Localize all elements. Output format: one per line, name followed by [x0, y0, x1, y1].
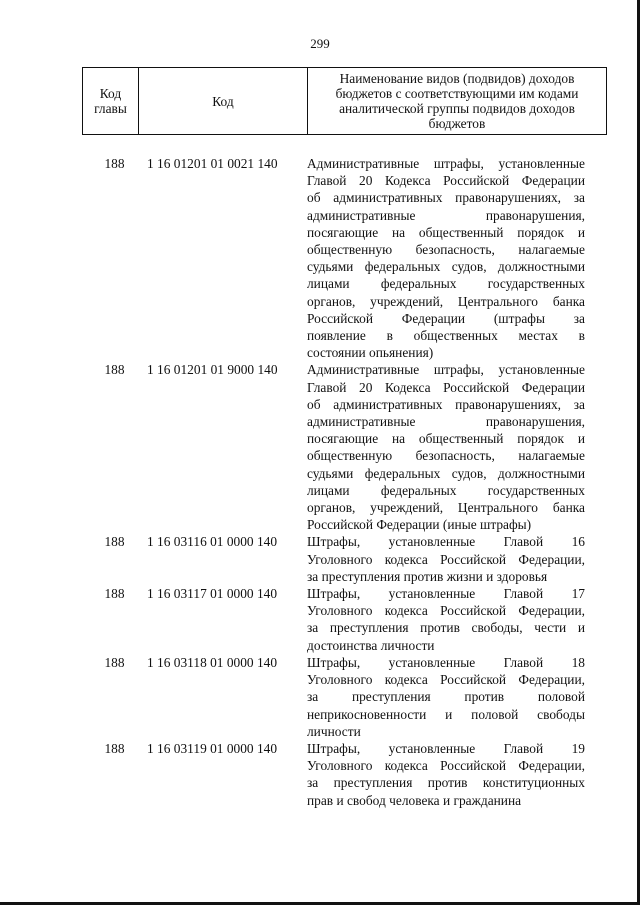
cell-text-line: Российской Федерации (штрафы за	[307, 310, 585, 326]
cell-text-line: Штрафы, установленные Главой 16	[307, 534, 585, 550]
cell-text-line: органов, учреждений, Центрального банка	[307, 293, 585, 309]
table-row	[82, 533, 602, 585]
table-row	[82, 654, 602, 740]
cell-kod: 1 16 03116 01 0000 140	[147, 534, 278, 550]
cell-text-line: Административные штрафы, установленные	[307, 156, 585, 171]
cell-text-line: административные правонарушения,	[307, 207, 585, 223]
cell-kod-glavy: 188	[104, 740, 125, 756]
cell-text-line: прав и свобод человека и гражданина	[307, 792, 522, 808]
header-kod-glavy	[83, 68, 139, 135]
cell-kod: 1 16 03117 01 0000 140	[147, 586, 278, 602]
cell-text-line: общественную безопасность, налагаемые	[307, 448, 585, 464]
cell-kod-glavy: 188	[104, 362, 125, 378]
table-row	[82, 585, 602, 654]
cell-text-line: Штрафы, установленные Главой 18	[307, 654, 585, 670]
cell-text-line: об административных правонарушениях, за	[307, 396, 585, 412]
cell-text-line: Уголовного кодекса Российской Федерации,	[307, 551, 585, 567]
cell-kod: 1 16 03118 01 0000 140	[147, 654, 278, 670]
cell-text-line: достоинства личности	[307, 637, 435, 653]
cell-kod-glavy: 188	[104, 534, 125, 550]
cell-text-line: Главой 20 Кодекса Российской Федерации	[307, 173, 585, 189]
cell-naimenovanie	[307, 740, 585, 809]
cell-naimenovanie	[307, 361, 585, 533]
cell-text-line: Административные штрафы, установленные	[307, 362, 585, 378]
cell-text-line: лицами федеральных государственных	[307, 482, 585, 498]
page-number: 299	[310, 36, 330, 51]
cell-text-line: Российской Федерации (иные штрафы)	[307, 517, 532, 533]
cell-text-line: посягающие на общественный порядок и	[307, 431, 585, 447]
cell-kod: 1 16 03119 01 0000 140	[147, 740, 278, 756]
cell-naimenovanie	[307, 533, 585, 585]
cell-text-line: судьями федеральных судов, должностными	[307, 259, 585, 275]
table-row	[82, 740, 602, 809]
header-kod-glavy-line2: главы	[94, 101, 127, 116]
cell-text-line: лицами федеральных государственных	[307, 276, 585, 292]
cell-text-line: Уголовного кодекса Российской Федерации,	[307, 758, 585, 774]
cell-text-line: личности	[307, 723, 361, 739]
cell-text-line: Главой 20 Кодекса Российской Федерации	[307, 379, 585, 395]
header-kod-glavy-line1: Код	[99, 86, 122, 101]
cell-text-line: за преступления против конституционных	[307, 775, 585, 791]
cell-text-line: об административных правонарушениях, за	[307, 190, 585, 206]
cell-text-line: Уголовного кодекса Российской Федерации,	[307, 603, 585, 619]
cell-text-line: Уголовного кодекса Российской Федерации,	[307, 672, 585, 688]
cell-text-line: за преступления против свободы, чести и	[307, 620, 585, 636]
cell-text-line: судьями федеральных судов, должностными	[307, 465, 585, 481]
cell-text-line: за преступления против половой	[307, 689, 585, 705]
table-row	[82, 361, 602, 533]
cell-kod: 1 16 01201 01 0021 140	[147, 156, 278, 171]
cell-text-line: общественную безопасность, налагаемые	[307, 242, 585, 258]
header-naimenovanie: Наименование видов (подвидов) доходов бюджетов с соответствующими им кодами аналитической группы подвидов доходов бюджетов	[308, 68, 607, 135]
cell-text-line: административные правонарушения,	[307, 414, 585, 430]
cell-naimenovanie	[307, 585, 585, 654]
cell-text-line: Штрафы, установленные Главой 19	[307, 740, 585, 756]
cell-text-line: Штрафы, установленные Главой 17	[307, 586, 585, 602]
cell-kod-glavy: 188	[104, 586, 125, 602]
cell-naimenovanie	[307, 155, 585, 361]
cell-text-line: неприкосновенности и половой свободы	[307, 706, 585, 722]
cell-text-line: состоянии опьянения)	[307, 345, 434, 361]
cell-text-line: посягающие на общественный порядок и	[307, 224, 585, 240]
header-kod: Код	[139, 68, 308, 135]
cell-kod-glavy: 188	[104, 156, 125, 171]
cell-text-line: органов, учреждений, Центрального банка	[307, 500, 585, 516]
table-row	[82, 155, 602, 361]
table-header	[82, 67, 607, 135]
cell-text-line: появление в общественных местах в	[307, 328, 585, 344]
cell-text-line: за преступления против жизни и здоровья	[307, 568, 548, 584]
cell-kod-glavy: 188	[104, 654, 125, 670]
cell-naimenovanie	[307, 654, 585, 740]
table-body	[82, 155, 602, 809]
cell-kod: 1 16 01201 01 9000 140	[147, 362, 278, 378]
